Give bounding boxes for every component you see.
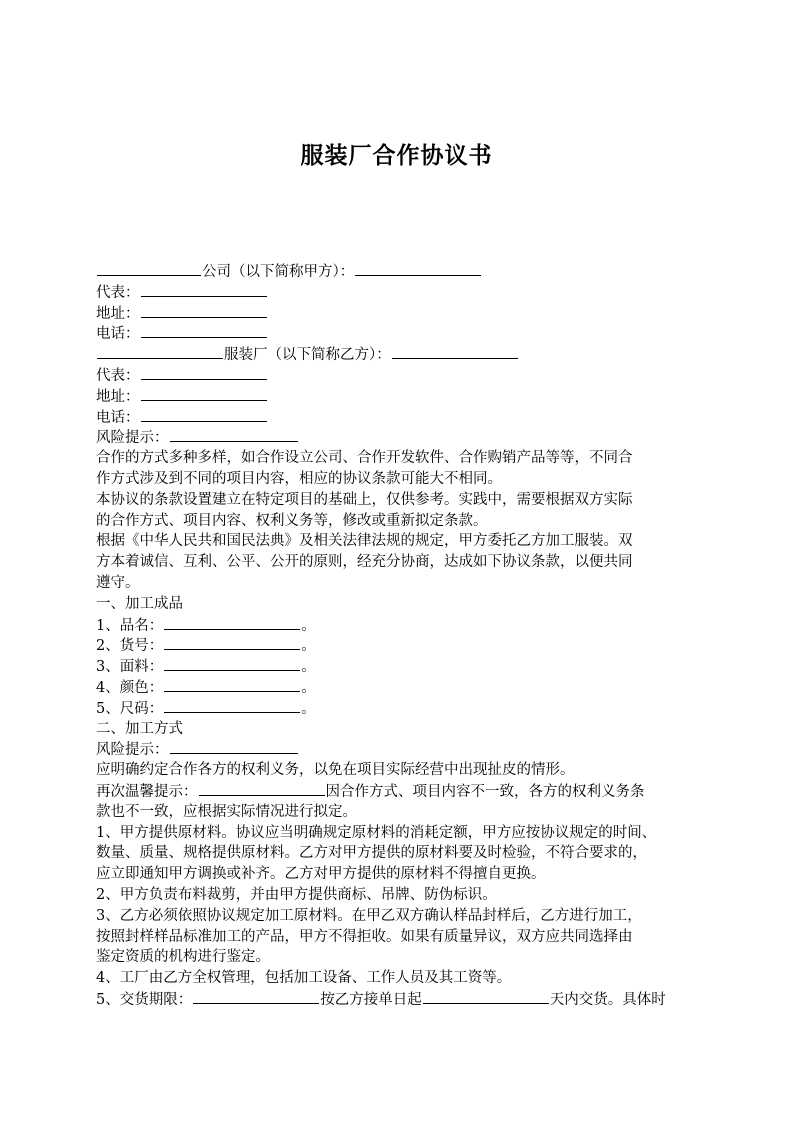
party-a-rep-line: 代表： [96,282,716,303]
party-b-phone-blank[interactable] [141,407,267,422]
reminder-blank[interactable] [199,781,325,796]
section2-risk-text: 应明确约定合作各方的权利义务，以免在项目实际经营中出现扯皮的情形。 [96,762,575,779]
clause1-l1: 1、甲方提供原材料。协议应当明确规定原材料的消耗定额，甲方应按协议规定的时间、 [96,824,657,841]
intro-p1-l1: 合作的方式多种多样，如合作设立公司、合作开发软件、合作购销产品等等，不同合 [96,450,633,467]
reminder-l2: 款也不一致，应根据实际情况进行拟定。 [96,803,357,820]
document-title: 服装厂合作协议书 [300,143,493,169]
party-b-addr-blank[interactable] [141,386,267,401]
clause3-l3: 鉴定资质的机构进行鉴定。 [96,949,270,966]
fabric-blank[interactable] [164,656,300,671]
size-line: 5、尺码： 。 [96,698,716,719]
party-a-addr-line: 地址： [96,303,716,324]
clause5-line: 5、交货期限： 按乙方接单日起 天内交货。具体时 [96,989,716,1010]
risk-line: 风险提示： [96,427,716,448]
party-b-name-blank[interactable] [392,344,518,359]
party-b-line: 服装厂（以下简称乙方）： [96,344,716,365]
delivery-term-blank[interactable] [193,989,319,1004]
section2-risk-line: 风险提示： [96,739,716,760]
party-b-rep-blank[interactable] [141,365,267,380]
party-b-addr-line: 地址： [96,386,716,407]
color-blank[interactable] [164,677,300,692]
intro-p3-l1: 根据《中华人民共和国民法典》及相关法律法规的规定，甲方委托乙方加工服装。双 [96,533,633,550]
product-name-line: 1、品名： 。 [96,615,716,636]
document-body [96,261,716,1010]
product-code-line: 2、货号： 。 [96,635,716,656]
color-line: 4、颜色： 。 [96,677,716,698]
clause3-l1: 3、乙方必须依照协议规定加工原材料。在甲乙双方确认样品封样后，乙方进行加工， [96,907,642,924]
section2-risk-blank[interactable] [170,739,298,754]
size-blank[interactable] [164,698,300,713]
fabric-line: 3、面料： 。 [96,656,716,677]
party-a-addr-blank[interactable] [141,303,267,318]
party-a-phone-blank[interactable] [141,323,267,338]
clause1-l3: 应立即通知甲方调换或补齐。乙方对甲方提供的原材料不得擅自更换。 [96,866,546,883]
section2-heading: 二、加工方式 [96,720,183,737]
section1-heading: 一、加工成品 [96,595,183,612]
party-a-line: 公司（以下简称甲方）： [96,261,716,282]
delivery-days-blank[interactable] [423,989,549,1004]
intro-p3-l3: 遵守。 [96,574,140,591]
clause3-l2: 按照封样样品标准加工的产品，甲方不得拒收。如果有质量异议，双方应共同选择由 [96,928,633,945]
party-a-phone-line: 电话： [96,323,716,344]
intro-p3-l2: 方本着诚信、互利、公平、公开的原则，经充分协商，达成如下协议条款，以便共同 [96,554,633,571]
clause4: 4、工厂由乙方全权管理，包括加工设备、工作人员及其工资等。 [96,970,512,987]
intro-p1-l2: 作方式涉及到不同的项目内容，相应的协议条款可能大不相同。 [96,470,502,487]
party-a-company-blank[interactable] [97,261,201,276]
party-b-rep-line: 代表： [96,365,716,386]
party-a-rep-blank[interactable] [141,282,267,297]
risk-blank[interactable] [170,427,298,442]
product-code-blank[interactable] [164,635,300,650]
party-a-name-blank[interactable] [355,261,481,276]
party-b-phone-line: 电话： [96,407,716,428]
clause1-l2: 数量、质量、规格提供原材料。乙方对甲方提供的原材料要及时检验，不符合要求的， [96,845,647,862]
clause2: 2、甲方负责布料裁剪，并由甲方提供商标、吊牌、防伪标识。 [96,886,497,903]
intro-p2-l1: 本协议的条款设置建立在特定项目的基础上，仅供参考。实践中，需要根据双方实际 [96,491,633,508]
reminder-line: 再次温馨提示： 因合作方式、项目内容不一致，各方的权利义务条 [96,781,716,802]
intro-p2-l2: 的合作方式、项目内容、权利义务等，修改或重新拟定条款。 [96,512,488,529]
product-name-blank[interactable] [164,615,300,630]
party-b-factory-blank[interactable] [97,344,223,359]
